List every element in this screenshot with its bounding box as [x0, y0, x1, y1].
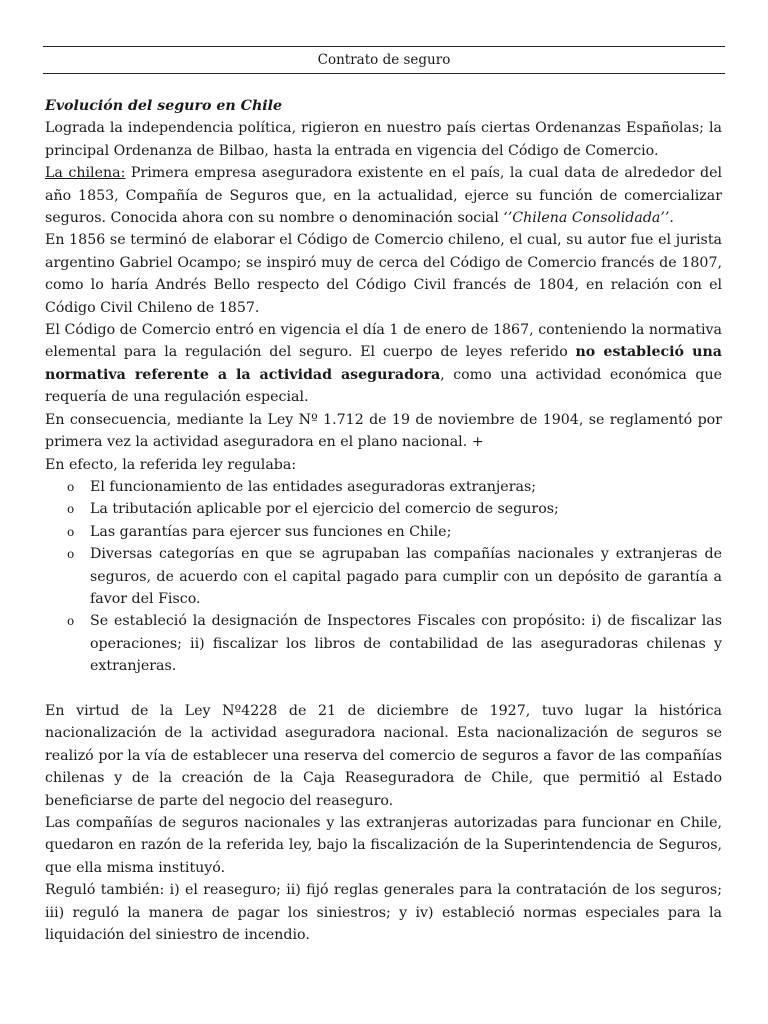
list-item [45, 521, 722, 543]
paragraph-8: Las compañías de seguros nacionales y las extranjeras autorizadas para funcionar en Chile, quedaron en razón de la referida ley, bajo la fiscalización de la Superintendencia de Seguros, que ella misma instituyó. [45, 814, 722, 876]
list-item [45, 610, 722, 677]
list-item [45, 498, 722, 520]
paragraph-9: Reguló también: i) el reaseguro; ii) fijó reglas generales para la contratación de los seguros; iii) reguló la manera de pagar los siniestros; y iv) estableció normas especiales para la liquidación del siniestro de incendio. [45, 882, 722, 944]
list-item-text: La tributación aplicable por el ejercicio del comercio de seguros; [90, 501, 559, 518]
header-title: Contrato de seguro [317, 52, 451, 68]
paragraph-4-bold: no estableció una normativa referente a la actividad aseguradora [45, 344, 722, 383]
bullet-icon: o [67, 479, 75, 494]
section-title: Evolución del seguro en Chile [45, 98, 283, 114]
page-header [43, 46, 725, 74]
list-item-text: Diversas categorías en que se agrupaban las compañías nacionales y extranjeras de seguros, de acuerdo con el capital pagado para cumplir con un depósito de garantía a favor del Fisco. [90, 546, 722, 607]
paragraph-4 [45, 319, 722, 409]
paragraph-1: Lograda la independencia política, rigieron en nuestro país ciertas Ordenanzas Españolas; la principal Ordenanza de Bilbao, hasta la entrada en vigencia del Código de Comercio. [45, 120, 722, 159]
paragraph-2-text: Primera empresa aseguradora existente en el país, la cual data de alrededor del año 1853, Compañía de Seguros que, en la actualidad, ejerce su función de comercializar seguros. Conocida ahora con su nombre o denominación social [45, 165, 722, 227]
list-item-text: Se estableció la designación de Inspectores Fiscales con propósito: i) de fiscalizar las operaciones; ii) fiscalizar los libros de contabilidad de las aseguradoras chilenas y extranjeras. [90, 613, 722, 675]
paragraph-3: En 1856 se terminó de elaborar el Código de Comercio chileno, el cual, su autor fue el jurista argentino Gabriel Ocampo; se inspiró muy de cerca del Código de Comercio francés de 1807, como lo haría Andrés Bello respecto del Código Civil francés de 1804, en relación con el Código Civil Chileno de 1857. [45, 232, 722, 316]
paragraph-4-b: , como una actividad económica que requería de una regulación especial. [45, 366, 723, 406]
list-item-text: El funcionamiento de las entidades aseguradoras extranjeras; [90, 478, 537, 495]
bullet-icon: o [67, 547, 75, 562]
paragraph-7: En virtud de la Ley Nº4228 de 21 de diciembre de 1927, tuvo lugar la histórica nacionalización de la actividad aseguradora nacional. Esta nacionalización de seguros se realizó por la vía de establecer una reserva del comercio de seguros a favor de las compañías chilenas y de la creación de la Caja Reaseguradora de Chile, que permitió al Estado beneficiarse de parte del negocio del reaseguro. [45, 702, 722, 809]
list-item-text: Las garantías para ejercer sus funciones en Chile; [90, 523, 452, 540]
paragraph-6: En efecto, la referida ley regulaba: [45, 456, 297, 473]
list-item [45, 543, 722, 610]
bullet-icon: o [67, 524, 75, 539]
paragraph-2-end: . [669, 210, 674, 227]
paragraph-2-lead: La chilena: [45, 165, 126, 182]
list-item [45, 476, 722, 498]
bullet-icon: o [67, 502, 75, 517]
spacer [45, 678, 722, 700]
document-body [45, 95, 722, 946]
paragraph-4-a: El Código de Comercio entró en vigencia el día 1 de enero de 1867, conteniendo la normativa elemental para la regulación del seguro. El cuerpo de leyes referido [45, 322, 722, 361]
bullet-icon: o [67, 614, 75, 629]
paragraph-5: En consecuencia, mediante la Ley Nº 1.712 de 19 de noviembre de 1904, se reglamentó por primera vez la actividad aseguradora en el plano nacional. + [45, 411, 722, 451]
paragraph-2 [45, 162, 722, 229]
company-name: ‘’Chilena Consolidada’’ [503, 210, 670, 227]
regulation-list [45, 476, 722, 678]
